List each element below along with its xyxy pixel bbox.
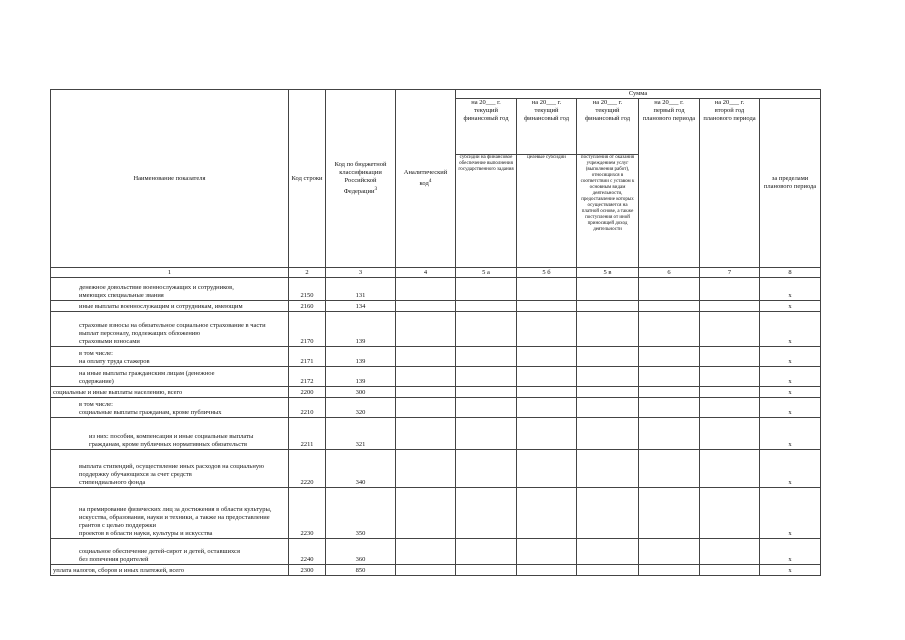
row-name [51, 367, 289, 387]
row-6 [639, 450, 700, 488]
row-name-line: страховые взносы на обязательное социальное страхование в части выплат персоналу, подлежащих обложению [79, 322, 266, 337]
row-analytic [396, 539, 456, 565]
row-name-line: гражданам, кроме публичных нормативных обязательств [89, 441, 248, 448]
row-5v [577, 301, 639, 312]
row-6 [639, 347, 700, 367]
row-5b [517, 418, 577, 450]
row-budget-code: 350 [326, 488, 396, 539]
row-name-line: социальные выплаты гражданам, кроме публичных [79, 409, 222, 416]
row-8: х [760, 387, 821, 398]
row-code: 2200 [289, 387, 326, 398]
budget-table-sheet [50, 89, 820, 576]
table-row [51, 488, 821, 539]
row-7 [700, 539, 760, 565]
row-5a [456, 398, 517, 418]
budget-table [50, 89, 821, 576]
row-name-line: социальные и иные выплаты населению, всего [53, 389, 183, 396]
header-sum: Сумма [456, 90, 821, 99]
row-name-line: на иные выплаты гражданским лицам (денежное [79, 370, 215, 377]
header-sub-5a: субсидии на финансовое обеспечение выполнения государственного задания [456, 155, 517, 268]
row-5b [517, 278, 577, 301]
colnum: 8 [760, 268, 821, 278]
row-name-line: на оплату труда стажеров [79, 358, 150, 365]
row-5b [517, 367, 577, 387]
row-name [51, 450, 289, 488]
table-row [51, 418, 821, 450]
row-5a [456, 312, 517, 347]
row-8: х [760, 301, 821, 312]
row-5a [456, 418, 517, 450]
row-5a [456, 387, 517, 398]
row-name-line: денежное довольствие военнослужащих и сотрудников, [79, 284, 234, 291]
row-6 [639, 488, 700, 539]
row-5b [517, 488, 577, 539]
header-budget-code: Код по бюджетной классификации Российской Федерации$^3$ [326, 90, 396, 268]
row-analytic [396, 367, 456, 387]
row-5v [577, 418, 639, 450]
row-5a [456, 565, 517, 576]
row-8: х [760, 450, 821, 488]
row-5b [517, 565, 577, 576]
row-analytic [396, 418, 456, 450]
row-5a [456, 488, 517, 539]
row-analytic [396, 488, 456, 539]
row-name [51, 539, 289, 565]
header-year-7: на 20___ г. второй год планового периода [700, 99, 760, 268]
row-name [51, 565, 289, 576]
row-6 [639, 312, 700, 347]
row-5v [577, 488, 639, 539]
row-code: 2240 [289, 539, 326, 565]
row-name-line: в том числе: [79, 350, 113, 357]
row-5v [577, 565, 639, 576]
row-5b [517, 347, 577, 367]
row-8: х [760, 347, 821, 367]
row-7 [700, 367, 760, 387]
colnum: 6 [639, 268, 700, 278]
row-5b [517, 387, 577, 398]
row-code: 2171 [289, 347, 326, 367]
row-code: 2220 [289, 450, 326, 488]
row-name-line: имеющих специальные звания [79, 292, 164, 299]
row-code: 2230 [289, 488, 326, 539]
row-name-line: страховыми взносами [79, 338, 140, 345]
row-code: 2150 [289, 278, 326, 301]
row-7 [700, 450, 760, 488]
row-code: 2170 [289, 312, 326, 347]
row-name [51, 347, 289, 367]
colnum: 5 б [517, 268, 577, 278]
row-5b [517, 301, 577, 312]
row-analytic [396, 565, 456, 576]
row-8: х [760, 367, 821, 387]
row-8: х [760, 312, 821, 347]
row-7 [700, 488, 760, 539]
row-budget-code: 139 [326, 367, 396, 387]
row-5a [456, 278, 517, 301]
row-5b [517, 312, 577, 347]
table-row [51, 387, 821, 398]
row-budget-code: 139 [326, 312, 396, 347]
row-5b [517, 450, 577, 488]
header-name: Наименование показателя [51, 90, 289, 268]
table-row [51, 312, 821, 347]
row-budget-code: 321 [326, 418, 396, 450]
row-5b [517, 539, 577, 565]
table-row [51, 539, 821, 565]
row-name [51, 418, 289, 450]
row-name [51, 488, 289, 539]
colnum: 5 в [577, 268, 639, 278]
row-8: х [760, 488, 821, 539]
row-analytic [396, 387, 456, 398]
row-7 [700, 387, 760, 398]
row-5v [577, 312, 639, 347]
row-name-line: из них: пособия, компенсация и иные социальные выплаты [89, 433, 254, 440]
row-6 [639, 565, 700, 576]
row-5a [456, 347, 517, 367]
row-name [51, 398, 289, 418]
header-year-5v: на 20___ г. текущий финансовый год [577, 99, 639, 155]
row-name-line: без попечения родителей [79, 556, 149, 563]
row-7 [700, 347, 760, 367]
row-8: х [760, 398, 821, 418]
header-sub-5b: целевые субсидии [517, 155, 577, 268]
row-5v [577, 387, 639, 398]
row-name-line: иные выплаты военнослужащим и сотрудникам, имеющим [79, 303, 243, 310]
row-code: 2210 [289, 398, 326, 418]
row-name-line: содержание) [79, 378, 114, 385]
row-8: х [760, 539, 821, 565]
header-year-5b: на 20___ г. текущий финансовый год [517, 99, 577, 155]
row-code: 2172 [289, 367, 326, 387]
row-analytic [396, 398, 456, 418]
row-7 [700, 301, 760, 312]
table-row [51, 565, 821, 576]
row-budget-code: 340 [326, 450, 396, 488]
row-5a [456, 301, 517, 312]
row-5v [577, 398, 639, 418]
row-budget-code: 360 [326, 539, 396, 565]
row-8: х [760, 565, 821, 576]
row-name [51, 387, 289, 398]
row-7 [700, 565, 760, 576]
header-beyond: за пределами планового периода [760, 99, 821, 268]
row-budget-code: 134 [326, 301, 396, 312]
row-name [51, 312, 289, 347]
row-name-line: в том числе: [79, 401, 113, 408]
row-6 [639, 387, 700, 398]
header-row-sum [51, 90, 821, 99]
row-code: 2300 [289, 565, 326, 576]
row-analytic [396, 278, 456, 301]
colnum: 4 [396, 268, 456, 278]
colnum: 5 а [456, 268, 517, 278]
row-6 [639, 418, 700, 450]
table-row [51, 398, 821, 418]
row-analytic [396, 312, 456, 347]
table-row [51, 367, 821, 387]
row-analytic [396, 450, 456, 488]
row-5v [577, 539, 639, 565]
row-6 [639, 278, 700, 301]
row-name-line: уплата налогов, сборов и иных платежей, всего [53, 567, 184, 574]
row-budget-code: 850 [326, 565, 396, 576]
header-analytic-code: Аналитический код$^4$ [396, 90, 456, 268]
row-5v [577, 367, 639, 387]
row-6 [639, 301, 700, 312]
row-6 [639, 398, 700, 418]
row-5a [456, 450, 517, 488]
table-row [51, 278, 821, 301]
row-name-line: проектов в области науки, культуры и искусства [79, 530, 213, 537]
row-budget-code: 300 [326, 387, 396, 398]
header-sub-5v: поступления от оказания учреждением услуг (выполнения работ), относящихся в соответствии с уставом к основным видам деятельности, предоставление которых осуществляется на платной основе, а также поступления от иной приносящей доход деятельности [577, 155, 639, 268]
header-year-5a: на 20___ г. текущий финансовый год [456, 99, 517, 155]
row-8: х [760, 418, 821, 450]
colnum: 7 [700, 268, 760, 278]
column-numbers-row [51, 268, 821, 278]
row-7 [700, 278, 760, 301]
row-7 [700, 312, 760, 347]
row-name-line: стипендиального фонда [79, 479, 146, 486]
row-budget-code: 139 [326, 347, 396, 367]
row-5v [577, 278, 639, 301]
header-code: Код строки [289, 90, 326, 268]
row-7 [700, 418, 760, 450]
row-7 [700, 398, 760, 418]
row-analytic [396, 301, 456, 312]
row-5a [456, 539, 517, 565]
colnum: 3 [326, 268, 396, 278]
table-body [51, 278, 821, 576]
row-5v [577, 347, 639, 367]
row-8: х [760, 278, 821, 301]
row-5a [456, 367, 517, 387]
row-6 [639, 367, 700, 387]
row-analytic [396, 347, 456, 367]
row-name [51, 301, 289, 312]
row-code: 2160 [289, 301, 326, 312]
row-budget-code: 131 [326, 278, 396, 301]
table-row [51, 450, 821, 488]
row-name-line: социальное обеспечение детей-сирот и детей, оставшихся [79, 548, 240, 555]
row-6 [639, 539, 700, 565]
row-name [51, 278, 289, 301]
row-name-line: выплата стипендий, осуществление иных расходов на социальную поддержку обучающихся за счет средств [79, 463, 264, 478]
table-row [51, 301, 821, 312]
row-code: 2211 [289, 418, 326, 450]
row-name-line: на премирование физических лиц за достижения в области культуры, искусства, образования, науки и техники, а также на предоставление грантов с целью поддержки [79, 506, 272, 529]
colnum: 2 [289, 268, 326, 278]
row-budget-code: 320 [326, 398, 396, 418]
header-year-6: на 20___ г. первый год планового периода [639, 99, 700, 268]
colnum: 1 [51, 268, 289, 278]
table-row [51, 347, 821, 367]
row-5b [517, 398, 577, 418]
row-5v [577, 450, 639, 488]
